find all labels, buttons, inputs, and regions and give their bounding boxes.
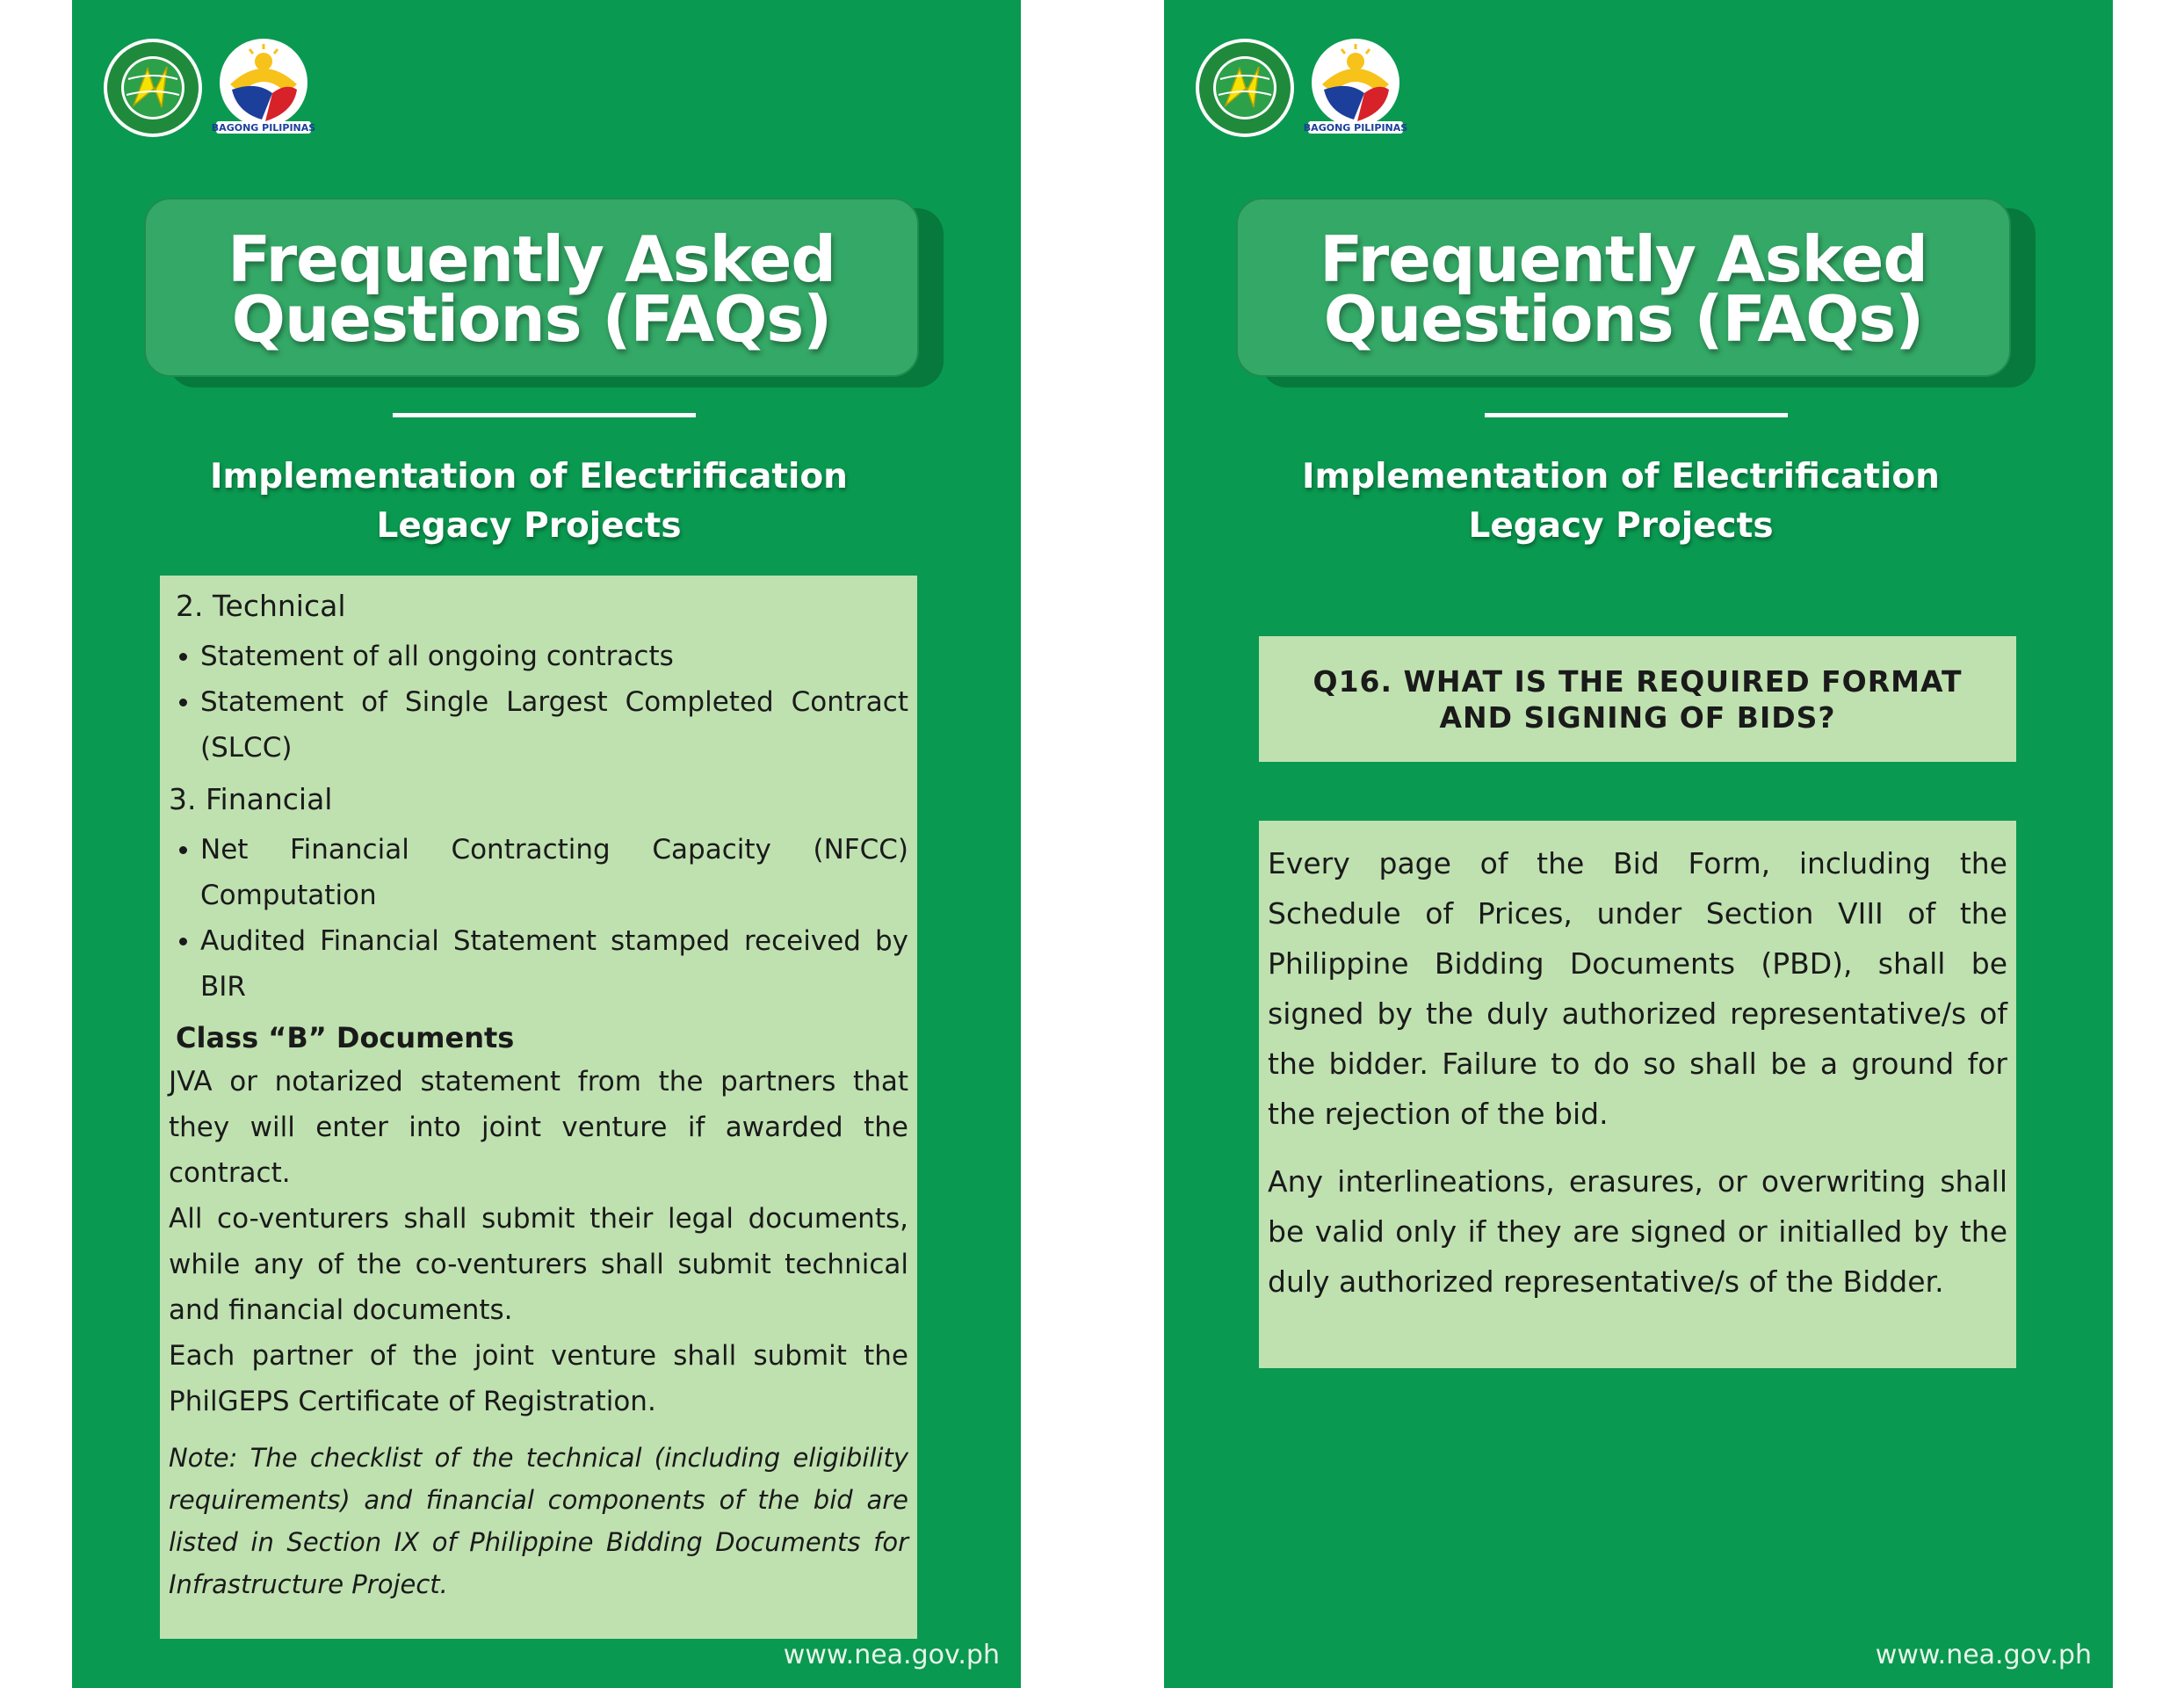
answer-paragraph: Any interlineations, erasures, or overwriting shall be valid only if they are signed or initialled by the duly authorized representative/s of the Bidder. — [1268, 1164, 2007, 1299]
technical-heading: 2. Technical — [176, 589, 346, 623]
page-subtitle — [177, 453, 880, 551]
answer-paragraph: Every page of the Bid Form, including the Schedule of Prices, under Section VIII of the Philippine Bidding Documents (PBD), shall be signed by the duly authorized representative/s of the bidder. Failure to do so shall be a ground for the rejection of the bid. — [1268, 846, 2007, 1131]
divider — [393, 413, 696, 417]
page-title — [1238, 222, 2009, 356]
nea-logo — [1194, 37, 1296, 139]
page-subtitle — [1269, 453, 1972, 551]
answer-box — [1259, 821, 2016, 1368]
question-box — [1259, 636, 2016, 762]
list-item: Net Financial Contracting Capacity (NFCC) Computation — [200, 827, 908, 918]
website-link[interactable]: www.nea.gov.ph — [1875, 1640, 2092, 1670]
financial-heading: 3. Financial — [169, 782, 333, 816]
financial-list — [169, 827, 908, 1010]
page-title — [146, 222, 917, 356]
checklist-note: Note: The checklist of the technical (including eligibility requirements) and financial components of the bid are listed in Section IX of Philippine Bidding Documents for Infrastructure Project. — [169, 1443, 908, 1599]
class-b-paragraph: JVA or notarized statement from the partners that they will enter into joint venture if awarded the contract. — [169, 1066, 908, 1189]
title-line-2: Questions (FAQs) — [1323, 282, 1924, 356]
bagong-pilipinas-logo — [211, 35, 316, 139]
technical-list — [169, 634, 908, 771]
bagong-pilipinas-label: BAGONG PILIPINAS — [1303, 122, 1408, 134]
question-line-2: AND SIGNING OF BIDS? — [1439, 700, 1836, 735]
faq-panel-left — [72, 0, 1021, 1688]
requirements-box — [160, 576, 917, 1639]
class-b-paragraph: All co-venturers shall submit their legal documents, while any of the co-venturers shall submit technical and financial documents. — [169, 1203, 908, 1326]
title-banner — [144, 198, 919, 377]
title-line-2: Questions (FAQs) — [231, 282, 832, 356]
divider — [1485, 413, 1788, 417]
class-b-heading: Class “B” Documents — [176, 1021, 515, 1054]
title-line-1: Frequently Asked — [1320, 222, 1927, 296]
subtitle-line-2: Legacy Projects — [376, 506, 682, 546]
bagong-pilipinas-label: BAGONG PILIPINAS — [211, 122, 316, 134]
title-line-1: Frequently Asked — [228, 222, 835, 296]
nea-logo — [102, 37, 204, 139]
question-line-1: Q16. WHAT IS THE REQUIRED FORMAT — [1313, 664, 1963, 699]
class-b-paragraph: Each partner of the joint venture shall submit the PhilGEPS Certificate of Registration. — [169, 1340, 908, 1417]
logo-group — [102, 35, 316, 139]
title-banner — [1236, 198, 2011, 377]
website-link[interactable]: www.nea.gov.ph — [783, 1640, 1000, 1670]
subtitle-line-1: Implementation of Electrification — [210, 457, 848, 496]
subtitle-line-1: Implementation of Electrification — [1302, 457, 1940, 496]
list-item: Audited Financial Statement stamped received by BIR — [200, 918, 908, 1010]
logo-group — [1194, 35, 1408, 139]
subtitle-line-2: Legacy Projects — [1468, 506, 1774, 546]
bagong-pilipinas-logo — [1303, 35, 1408, 139]
faq-panel-right — [1164, 0, 2113, 1688]
list-item: Statement of all ongoing contracts — [200, 634, 908, 679]
list-item: Statement of Single Largest Completed Contract (SLCC) — [200, 679, 908, 771]
